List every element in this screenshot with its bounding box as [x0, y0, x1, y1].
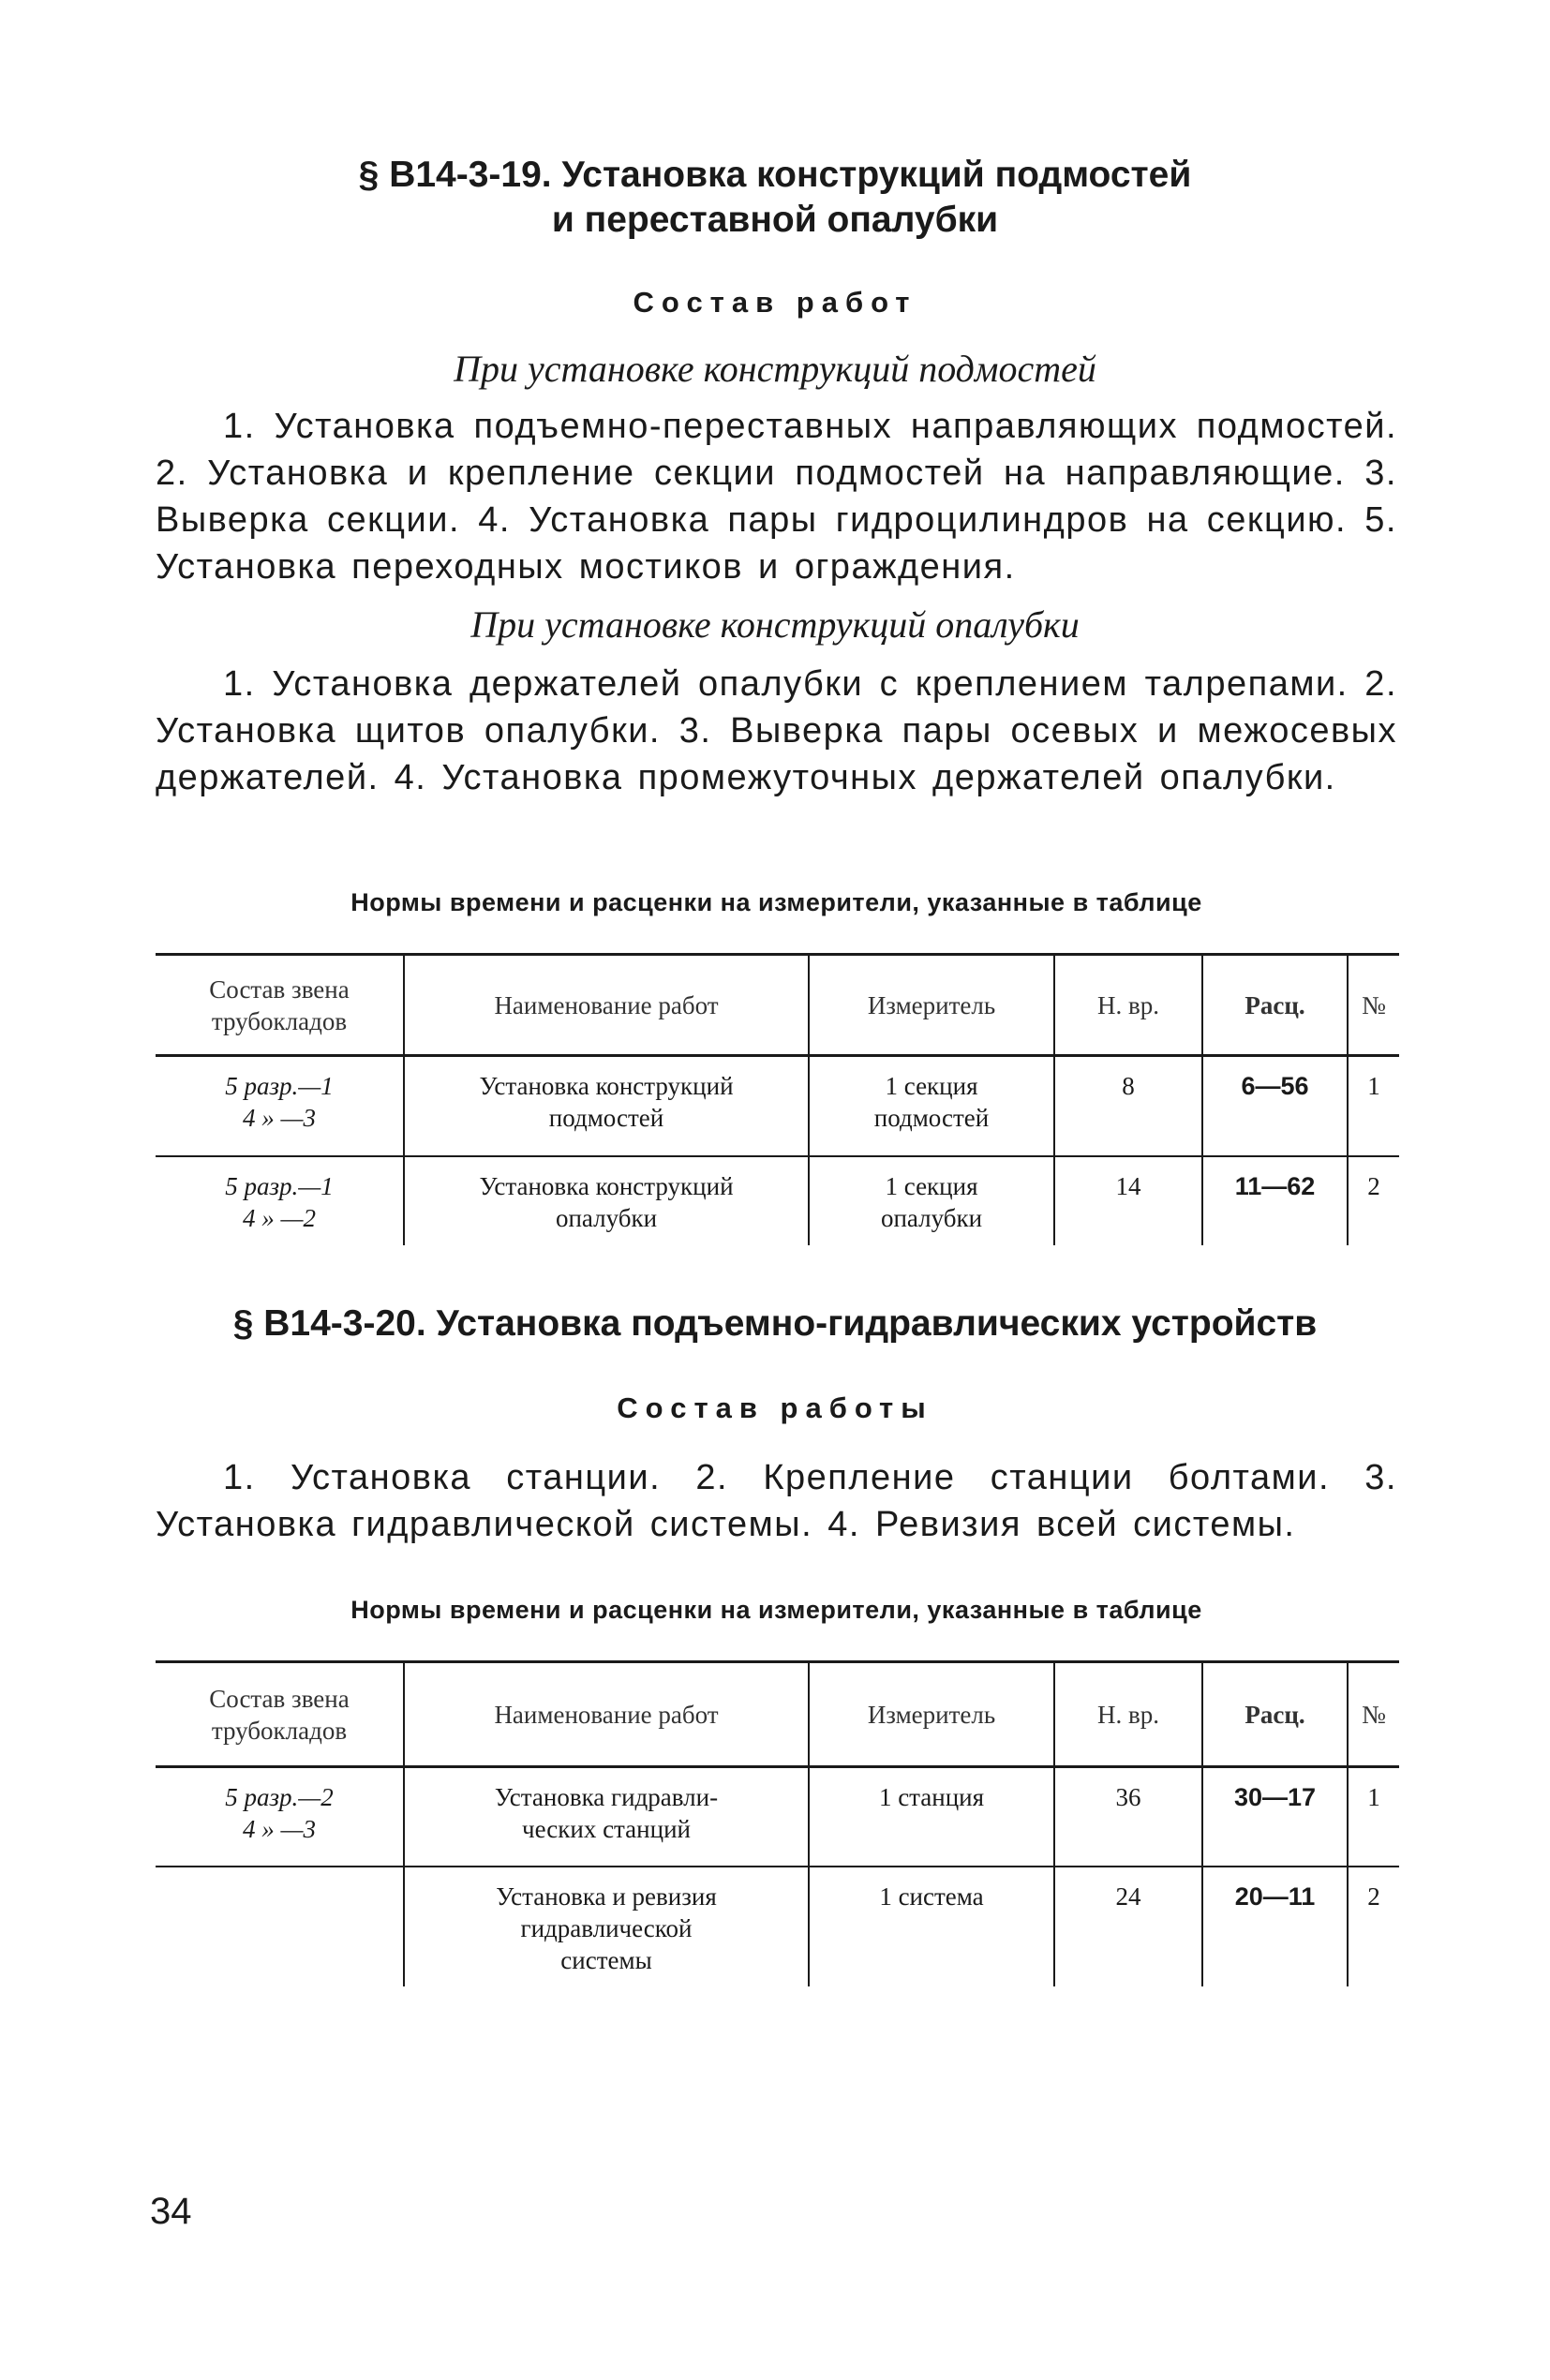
table-row	[156, 1867, 1399, 1986]
header-number: №	[1348, 1662, 1399, 1767]
header-crew: Состав звена трубокладов	[156, 1662, 404, 1767]
rate-cell: 20—11	[1202, 1867, 1348, 1986]
work-cell: Установка гидравли- ческих станций	[404, 1767, 809, 1867]
norm-cell: 8	[1054, 1056, 1202, 1156]
header-unit: Измеритель	[809, 955, 1054, 1056]
crew-cell: 5 разр.—2 4 » —3	[156, 1767, 404, 1867]
table-header-row	[156, 1662, 1399, 1767]
crew-cell	[156, 1867, 404, 1986]
section-title-b14-3-19: § В14-3-19. Установка конструкций подмостей и переставной опалубки	[358, 155, 1192, 240]
paragraph-station-steps: 1. Установка станции. 2. Крепление станции болтами. 3. Установка гидравлической системы. 4. Ревизия всей системы.	[156, 1458, 1397, 1544]
norms-table-1	[156, 953, 1399, 1245]
table-row	[156, 1156, 1399, 1245]
composition-heading: Состав работы	[617, 1391, 933, 1424]
work-cell: Установка и ревизия гидравлической системы	[404, 1867, 809, 1986]
norm-cell: 24	[1054, 1867, 1202, 1986]
header-norm: Н. вр.	[1054, 1662, 1202, 1767]
unit-cell: 1 система	[809, 1867, 1054, 1986]
unit-cell: 1 станция	[809, 1767, 1054, 1867]
number-cell: 2	[1348, 1867, 1399, 1986]
header-work: Наименование работ	[404, 1662, 809, 1767]
paragraph-formwork-steps: 1. Установка держателей опалубки с креплением талрепами. 2. Установка щитов опалубки. 3. Выверка пары осевых и межосевых держателей. 4. Установка промежуточных держателей опалубки.	[156, 664, 1397, 797]
number-cell: 1	[1348, 1767, 1399, 1867]
unit-cell: 1 секция опалубки	[809, 1156, 1054, 1245]
norms-table-2	[156, 1660, 1399, 1986]
work-cell: Установка конструкций опалубки	[404, 1156, 809, 1245]
table-row	[156, 1767, 1399, 1867]
table-caption: Нормы времени и расценки на измерители, указанные в таблице	[350, 888, 1202, 916]
norm-cell: 36	[1054, 1767, 1202, 1867]
crew-cell: 5 разр.—1 4 » —2	[225, 1171, 334, 1232]
header-number: №	[1348, 955, 1399, 1056]
crew-cell: 5 разр.—1 4 » —3	[156, 1056, 404, 1156]
work-cell: Установка конструкций подмостей	[404, 1056, 809, 1156]
rate-cell: 6—56	[1202, 1056, 1348, 1156]
header-norm: Н. вр.	[1054, 955, 1202, 1056]
paragraph-scaffold-steps: 1. Установка подъемно-переставных направляющих подмостей. 2. Установка и крепление секции подмостей на направляющие. 3. Выверка секции. 4. Установка пары гидроцилиндров на секцию. 5. Установка переходных мостиков и ограждения.	[156, 407, 1397, 587]
header-rate: Расц.	[1202, 955, 1348, 1056]
header-crew: Состав звена трубокладов	[156, 955, 404, 1056]
header-rate: Расц.	[1202, 1662, 1348, 1767]
rate-cell: 11—62	[1202, 1156, 1348, 1245]
section-title-b14-3-20: § В14-3-20. Установка подъемно-гидравлических устройств	[232, 1303, 1318, 1344]
header-unit: Измеритель	[809, 1662, 1054, 1767]
page-number: 34	[150, 2191, 192, 2232]
table-row	[156, 1056, 1399, 1156]
unit-cell: 1 секция подмостей	[809, 1056, 1054, 1156]
subheading-scaffold: При установке конструкций подмостей	[454, 348, 1096, 390]
table-caption: Нормы времени и расценки на измерители, указанные в таблице	[350, 1596, 1202, 1624]
number-cell: 2	[1348, 1156, 1399, 1245]
header-work: Наименование работ	[404, 955, 809, 1056]
table-header-row	[156, 955, 1399, 1056]
norm-cell: 14	[1054, 1156, 1202, 1245]
subheading-formwork: При установке конструкций опалубки	[470, 603, 1080, 646]
composition-heading: Состав работ	[633, 286, 917, 319]
number-cell: 1	[1348, 1056, 1399, 1156]
rate-cell: 30—17	[1202, 1767, 1348, 1867]
